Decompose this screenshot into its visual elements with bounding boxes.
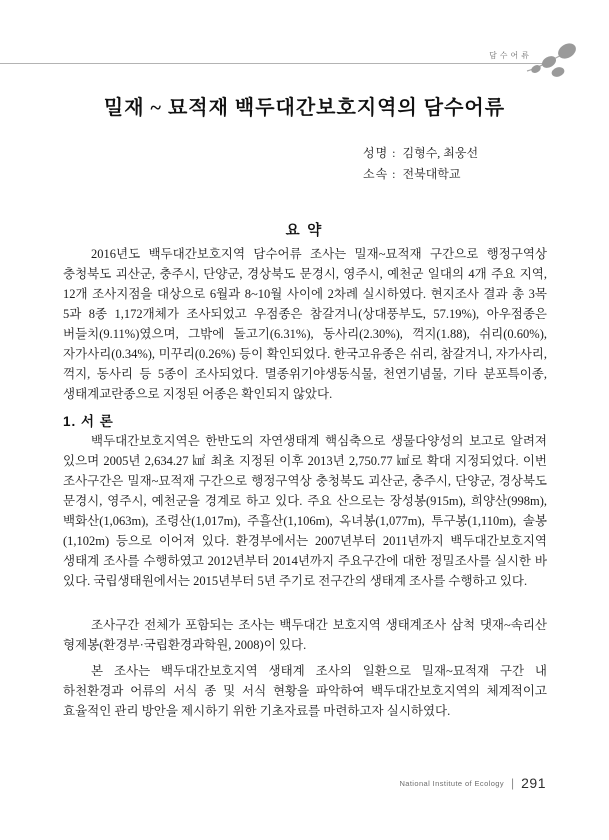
abstract-heading: 요 약 xyxy=(285,223,324,239)
introduction-paragraph: 백두대간보호지역은 한반도의 자연생태계 핵심축으로 생물다양성의 보고로 알려져 있으며 2005년 2,634.27 ㎢ 최초 지정된 이후 2013년 2,750.77 ㎢로 확대 지정되었다. 이번 조사구간은 밀재~묘적재 구간으로 행정구역상 충청북도 괴산군, 충주시, 단양군, 경상북도 문경시, 영주시, 예천군을 경계로 하고 있다. 주요 산으로는 장성봉(915m), 희양산(998m), 백화산(1,063m), 조령산(1,017m), 주흘산(1,106m), 옥녀봉(1,077m), 투구봉(1,110m), 솔봉(1,102m) 등으로 이어져 있다. 환경부에서는 2007년부터 2011년까지 백두대간보호지역 생태계 조사를 수행하였고 2012년부터 2014년까지 주요구간에 대한 정밀조사를 실시한 바 있다. 국립생태원에서는 2015년부터 5년 주기로 전구간의 생태계 조사를 수행하고 있다. xyxy=(63,434,547,588)
author-affiliation-value: 전북대학교 xyxy=(402,167,461,181)
author-block xyxy=(363,143,478,185)
footer-separator: | xyxy=(511,776,515,790)
introduction-paragraph: 본 조사는 백두대간보호지역 생태계 조사의 일환으로 밀재~묘적재 구간 내 하천환경과 어류의 서식 종 및 서식 현황을 파악하여 백두대간보호지역의 체계적이고 효율적인 관리 방안을 제시하기 위한 기초자료를 마련하고자 실시하였다. xyxy=(63,664,547,718)
page-number: 291 xyxy=(521,775,546,791)
author-affiliation-label: 소속 : xyxy=(363,167,397,181)
author-name-value: 김형수, 최웅선 xyxy=(402,146,479,160)
leaf-decoration-icon xyxy=(525,42,581,84)
introduction-heading: 1. 서 론 xyxy=(63,414,114,429)
introduction-paragraph: 조사구간 전체가 포함되는 조사는 백두대간 보호지역 생태계조사 삼척 댓재~속리산 형제봉(환경부·국립환경과학원, 2008)이 있다. xyxy=(63,618,547,652)
author-name-row xyxy=(363,143,478,164)
header-section-label: 담수어류 xyxy=(489,51,532,60)
abstract-paragraph: 2016년도 백두대간보호지역 담수어류 조사는 밀재~묘적재 구간으로 행정구역상 충청북도 괴산군, 충주시, 단양군, 경상북도 문경시, 영주시, 예천군 일대의 4개 주요 지역, 12개 조사지점을 대상으로 6월과 8~10월 사이에 2차례 실시하였다. 현지조사 결과 총 3목 5과 8종 1,172개체가 조사되었고 우점종은 참갈겨니(상대풍부도, 57.19%), 아우점종은 버들치(9.11%)였으며, 그밖에 돌고기(6.31%), 동사리(2.30%), 꺽지(1.88), 쉬리(0.60%), 자가사리(0.34%), 미꾸리(0.26%) 등이 확인되었다. 한국고유종은 쉬리, 참갈겨니, 자가사리, 꺽지, 동사리 등 5종이 조사되었다. 멸종위기야생동식물, 천연기념물, 기타 분포특이종, 생태계교란종으로 지정된 어종은 확인되지 않았다. xyxy=(63,247,547,401)
author-name-label: 성명 : xyxy=(363,146,397,160)
page-title: 밀재 ~ 묘적재 백두대간보호지역의 담수어류 xyxy=(103,97,506,119)
header-divider xyxy=(0,63,543,64)
page-footer xyxy=(399,775,546,791)
author-affiliation-row xyxy=(363,164,478,185)
footer-organization: National Institute of Ecology xyxy=(399,778,505,788)
